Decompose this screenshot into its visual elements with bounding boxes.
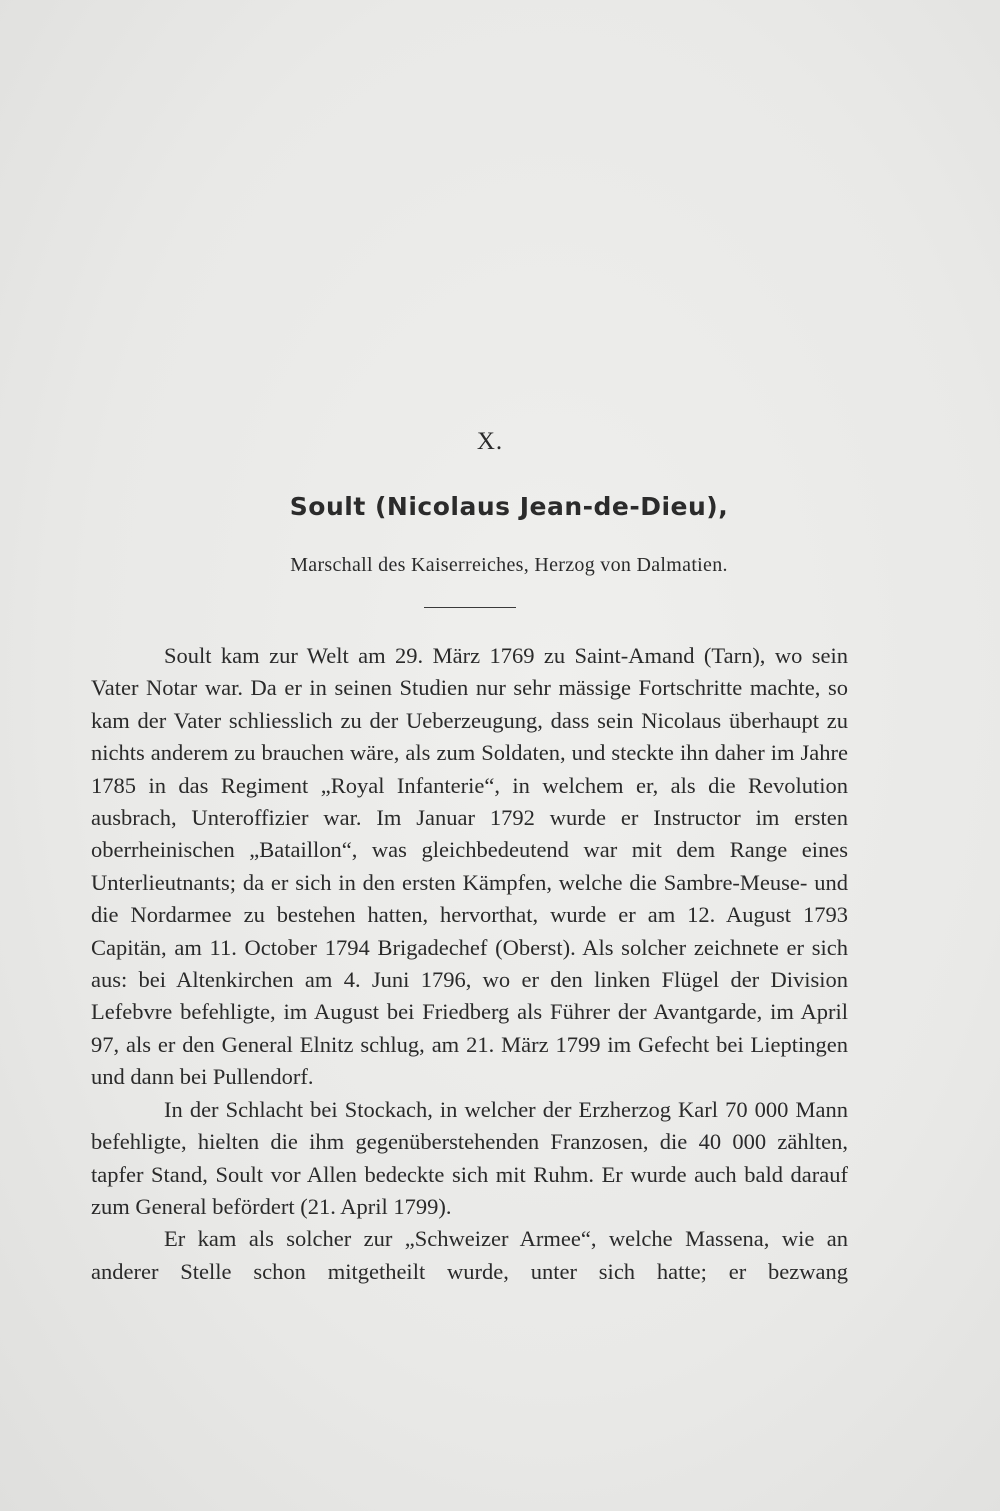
chapter-number: X.	[476, 428, 504, 455]
body-text	[91, 640, 848, 1288]
paragraph-3: Er kam als solcher zur „Schweizer Armee“, welche Massena, wie an anderer Stelle schon mitgetheilt wurde, unter sich hatte; er bezwang	[91, 1226, 848, 1284]
chapter-subtitle: Marschall des Kaiserreiches, Herzog von Dalmatien.	[290, 554, 728, 576]
title-divider	[424, 607, 516, 608]
paragraph-2: In der Schlacht bei Stockach, in welcher der Erzherzog Karl 70 000 Mann befehligte, hielten die ihm gegenüberstehenden Franzosen, die 40 000 zählten, tapfer Stand, Soult vor Allen bedeckte sich mit Ruhm. Er wurde auch bald darauf zum General befördert (21. April 1799).	[91, 1096, 848, 1219]
paragraph-1: Soult kam zur Welt am 29. März 1769 zu Saint-Amand (Tarn), wo sein Vater Notar war. Da er in seinen Studien nur sehr mässige Fortschritte machte, so kam der Vater schliesslich zu der Ueberzeugung, dass sein Nicolaus überhaupt zu nichts anderem zu brauchen wäre, als zum Soldaten, und steckte ihn daher im Jahre 1785 in das Regiment „Royal Infanterie“, in welchem er, als die Revolution ausbrach, Unteroffizier war. Im Januar 1792 wurde er Instructor im ersten oberrheinischen „Bataillon“, was gleichbedeutend war mit dem Range eines Unterlieutnants; da er sich in den ersten Kämpfen, welche die Sambre-Meuse- und die Nordarmee zu bestehen hatten, hervorthat, wurde er am 12. August 1793 Capitän, am 11. October 1794 Brigadechef (Oberst). Als solcher zeichnete er sich aus: bei Altenkirchen am 4. Juni 1796, wo er den linken Flügel der Division Lefebvre befehligte, im August bei Friedberg als Führer der Avantgarde, im April 97, als er den General Elnitz schlug, am 21. März 1799 im Gefecht bei Lieptingen und dann bei Pullendorf.	[91, 643, 848, 1090]
chapter-title: Soult (Nicolaus Jean-de-Dieu),	[289, 492, 729, 521]
